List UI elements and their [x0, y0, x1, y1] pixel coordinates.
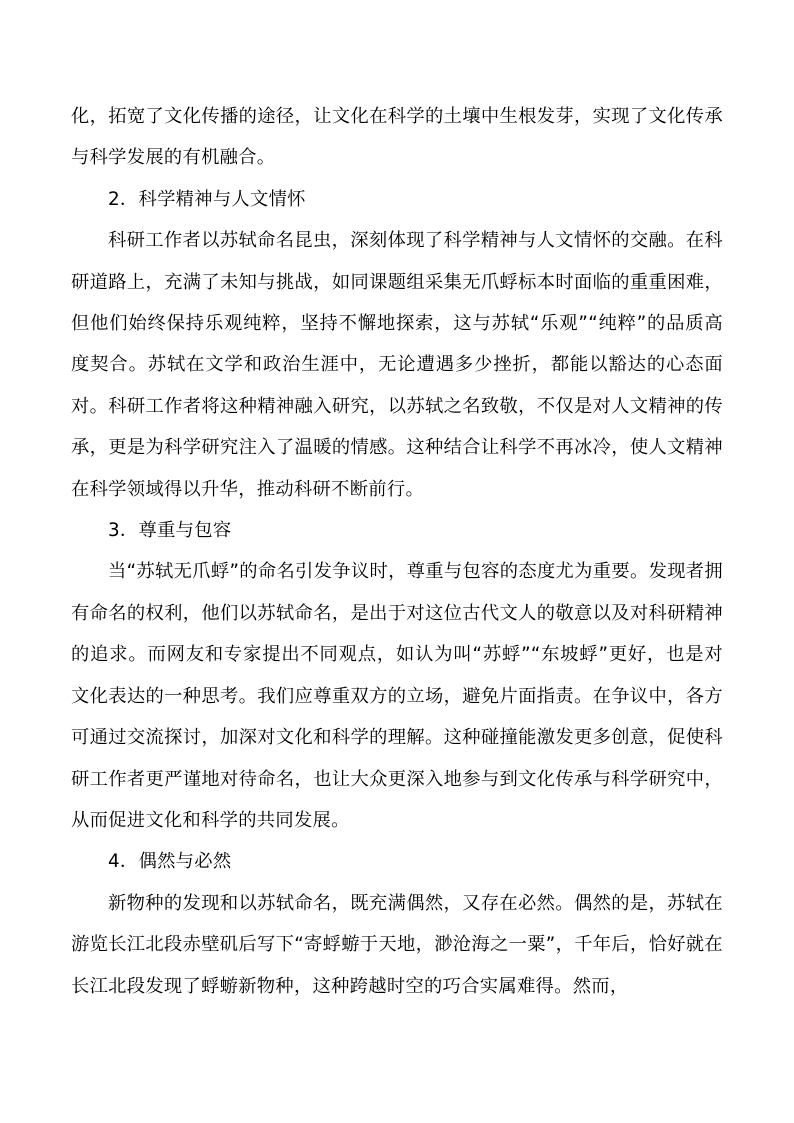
section-heading-4: 4．偶然与必然: [108, 851, 232, 873]
section-heading-3: 3．尊重与包容: [108, 520, 232, 542]
paragraph-continuation: 化，拓宽了文化传播的途径，让文化在科学的土壤中生根发芽，实现了文化传承与科学发展的有机融合。: [71, 106, 723, 169]
paragraph-science-humanism: 科研工作者以苏轼命名昆虫，深刻体现了科学精神与人文情怀的交融。在科研道路上，充满了未知与挑战，如同课题组采集无爪蜉标本时面临的重重困难，但他们始终保持乐观纯粹，坚持不懈地探索，这与苏轼“乐观”“纯粹”的品质高度契合。苏轼在文学和政治生涯中，无论遭遇多少挫折，都能以豁达的心态面对。科研工作者将这种精神融入研究，以苏轼之名致敬，不仅是对人文精神的传承，更是为科学研究注入了温暖的情感。这种结合让科学不再冰冷，使人文精神在科学领域得以升华，推动科研不断前行。: [71, 230, 723, 500]
document-body: [71, 96, 723, 1007]
paragraph-chance-necessity: 新物种的发现和以苏轼命名，既充满偶然，又存在必然。偶然的是，苏轼在游览长江北段赤壁矶后写下“寄蜉蝣于天地，渺沧海之一粟”，千年后，恰好就在长江北段发现了蜉蝣新物种，这种跨越时空的巧合实属难得。然而，: [71, 892, 723, 997]
paragraph-respect-tolerance: 当“苏轼无爪蜉”的命名引发争议时，尊重与包容的态度尤为重要。发现者拥有命名的权利，他们以苏轼命名，是出于对这位古代文人的敬意以及对科研精神的追求。而网友和专家提出不同观点，如认为叫“苏蜉”“东坡蜉”更好，也是对文化表达的一种思考。我们应尊重双方的立场，避免片面指责。在争议中，各方可通过交流探讨，加深对文化和科学的理解。这种碰撞能激发更多创意，促使科研工作者更严谨地对待命名，也让大众更深入地参与到文化传承与科学研究中，从而促进文化和科学的共同发展。: [71, 561, 723, 831]
section-heading-2: 2．科学精神与人文情怀: [108, 188, 306, 210]
